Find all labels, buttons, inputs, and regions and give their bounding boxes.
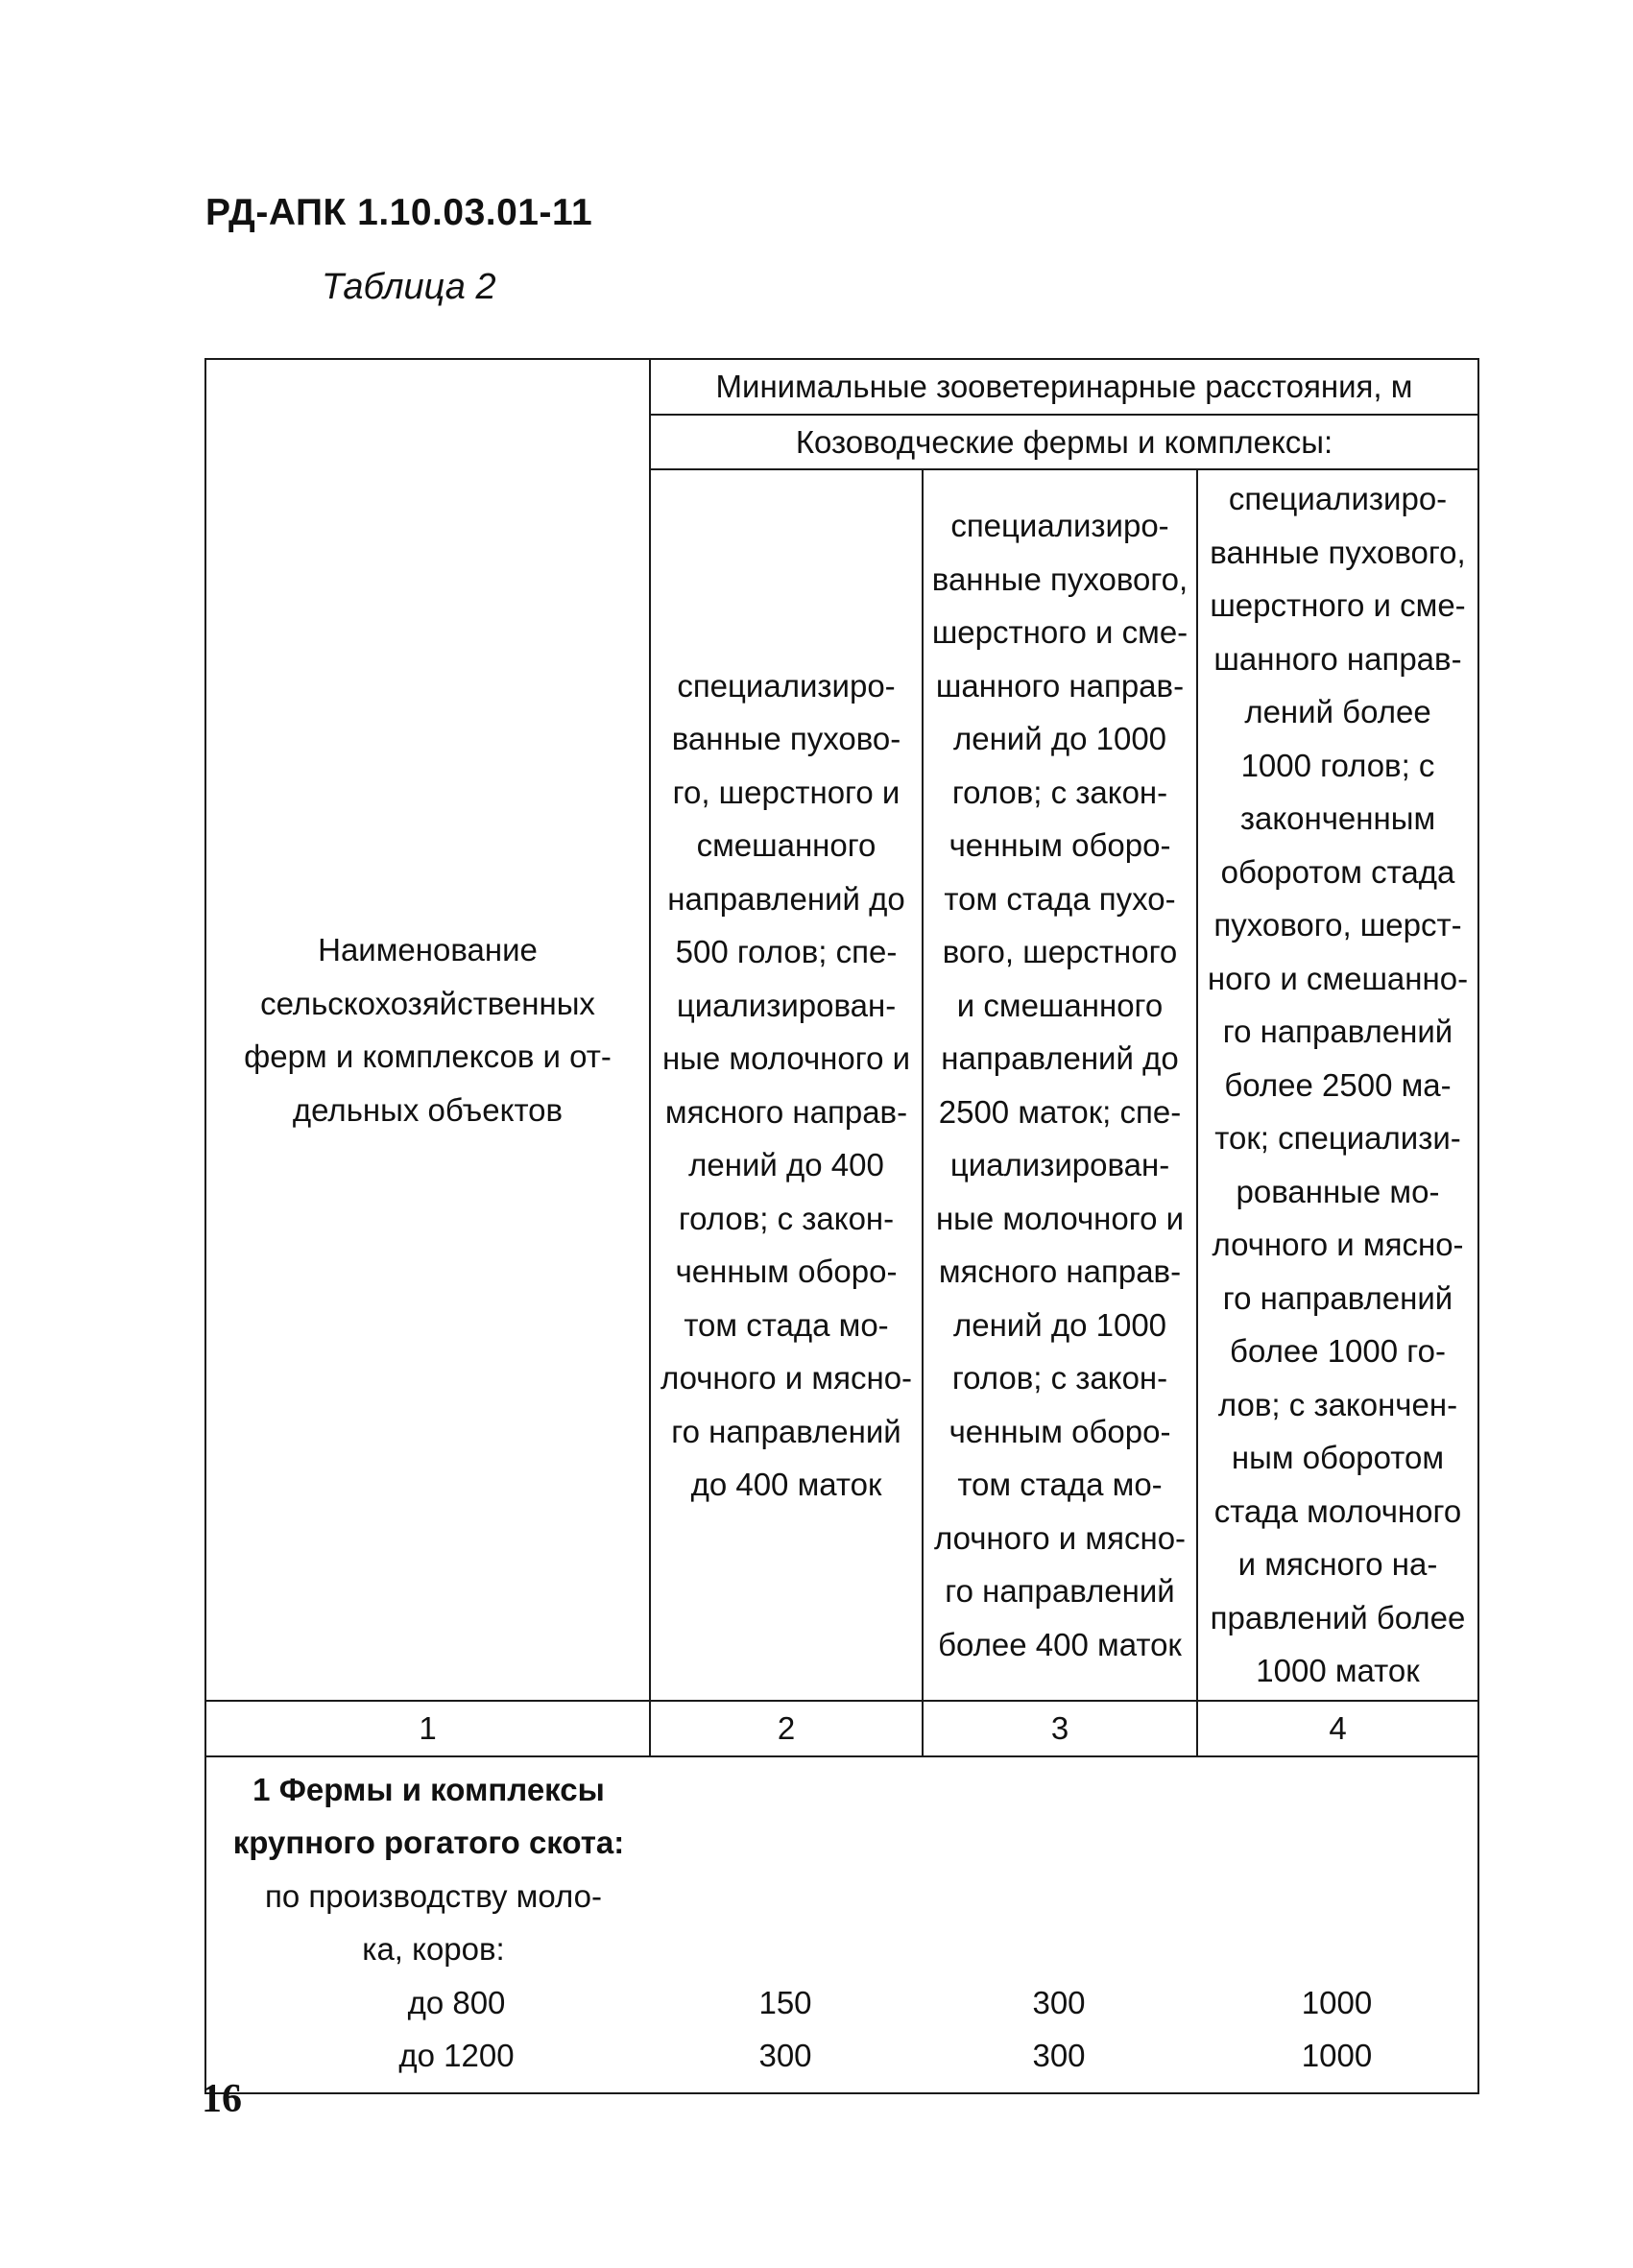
- header-col3-line: шанного направ-: [935, 667, 1185, 704]
- header-col3-line: вого, шерстного: [942, 934, 1178, 969]
- header-col2-line: го, шерстного и: [672, 774, 901, 810]
- header-col2-line: циализирован-: [676, 987, 897, 1023]
- header-col4-line: го направлений: [1222, 1279, 1453, 1316]
- header-col3-line: 2500 маток; спе-: [938, 1093, 1182, 1130]
- header-col2-line: мясного направ-: [664, 1093, 908, 1130]
- header-col2-line: до 400 маток: [690, 1467, 882, 1502]
- header-col4-line: более 2500 ма-: [1224, 1066, 1452, 1103]
- header-col4-line: и мясного на-: [1237, 1546, 1438, 1583]
- header-col3-line: направлений до: [941, 1040, 1179, 1076]
- header-col2-line: том стада мо-: [684, 1306, 889, 1343]
- header-col3-line: лений до 1000: [952, 1306, 1167, 1343]
- header-col3-line: более 400 маток: [938, 1626, 1182, 1662]
- header-col2-line: направлений до: [667, 880, 905, 917]
- table-body: [205, 1756, 1478, 2093]
- header-col2-line: ные молочного и: [661, 1040, 911, 1076]
- header-col2-line: го направлений: [671, 1413, 901, 1449]
- header-col2-line: смешанного: [696, 827, 877, 863]
- header-col3-line: голов; с закон-: [951, 774, 1168, 810]
- header-col4-line: го направлений: [1222, 1014, 1453, 1050]
- header-col3-line: го направлений: [945, 1573, 1175, 1609]
- header-col2-line: ченным оборо-: [675, 1253, 898, 1289]
- header-col3-line: ченным оборо-: [949, 827, 1171, 863]
- header-col4-line: лочного и мясно-: [1212, 1227, 1464, 1263]
- row-value-col2: 300: [758, 2038, 812, 2073]
- header-col3-line: и смешанного: [956, 987, 1164, 1023]
- header-col2-line: голов; с закон-: [678, 1200, 895, 1236]
- header-col4-line: более 1000 го-: [1230, 1333, 1446, 1370]
- header-col4-line: ного и смешанно-: [1207, 960, 1469, 996]
- header-col3-line: шерстного и сме-: [931, 614, 1189, 650]
- header-col1-line: сельскохозяйственных: [260, 985, 595, 1021]
- row-value-col4: 1000: [1301, 1984, 1373, 2020]
- table-label: Таблица 2: [322, 267, 496, 307]
- section-subtitle: ка, коров:: [362, 1931, 505, 1967]
- header-col3-line: мясного направ-: [938, 1253, 1182, 1289]
- header-col4-line: оборотом стада: [1220, 853, 1455, 890]
- sub-group-title: Козоводческие фермы и комплексы:: [650, 415, 1478, 470]
- group-title: Минимальные зооветеринарные расстояния, м: [650, 359, 1478, 415]
- header-col3-line: голов; с закон-: [951, 1360, 1168, 1396]
- section-subtitle: по производству моло-: [265, 1877, 602, 1914]
- column-number-4: 4: [1197, 1701, 1478, 1756]
- row-value-col3: 300: [1032, 1984, 1086, 2020]
- header-col4-line: рованные мо-: [1236, 1173, 1440, 1209]
- header-col1-line: Наименование: [318, 932, 538, 967]
- table-row: [206, 2029, 1477, 2083]
- header-col1: [205, 359, 650, 1701]
- row-value-col4: 1000: [1301, 2038, 1373, 2073]
- header-col4-line: стада молочного: [1213, 1492, 1462, 1529]
- section-title: крупного рогатого скота:: [232, 1825, 625, 1860]
- header-col4-line: 1000 голов; с: [1240, 747, 1435, 783]
- section-title: 1 Фермы и комплексы: [252, 1771, 605, 1807]
- page-number: 16: [202, 2077, 242, 2121]
- header-col4-line: правлений более: [1210, 1599, 1466, 1635]
- header-col3-line: том стада пухо-: [944, 880, 1176, 917]
- row-name: до 800: [407, 1984, 506, 2020]
- header-col2: [650, 469, 923, 1701]
- header-col4-line: ванные пухового,: [1210, 534, 1466, 570]
- header-col2-line: лочного и мясно-: [660, 1360, 913, 1396]
- table-row: [206, 1976, 1477, 2030]
- distance-table: [204, 358, 1479, 2094]
- header-col2-line: лений до 400: [688, 1147, 884, 1182]
- column-number-2: 2: [650, 1701, 923, 1756]
- header-col4-line: 1000 маток: [1256, 1653, 1420, 1689]
- header-col2-line: ванные пухово-: [671, 721, 901, 756]
- header-col1-line: ферм и комплексов и от-: [244, 1039, 612, 1074]
- header-col4-line: шанного направ-: [1213, 640, 1462, 677]
- header-col4-line: специализиро-: [1228, 481, 1448, 517]
- document-code: РД-АПК 1.10.03.01-11: [205, 192, 593, 233]
- row-name: до 1200: [398, 2038, 515, 2073]
- header-col4-line: пухового, шерст-: [1213, 907, 1462, 943]
- header-col4-line: ток; специализи-: [1214, 1120, 1461, 1157]
- header-col3-line: специализиро-: [950, 508, 1169, 543]
- header-col2-line: 500 голов; спе-: [675, 934, 898, 969]
- header-col3-line: лений до 1000: [952, 721, 1167, 756]
- header-col3-line: лочного и мясно-: [933, 1519, 1187, 1556]
- header-col3-line: том стада мо-: [957, 1467, 1163, 1502]
- header-col4: [1197, 469, 1478, 1701]
- column-number-3: 3: [923, 1701, 1197, 1756]
- header-col4-line: шерстного и сме-: [1210, 587, 1466, 624]
- header-col4-line: лов; с закончен-: [1217, 1386, 1458, 1422]
- header-col3-line: циализирован-: [949, 1147, 1170, 1182]
- row-value-col2: 150: [758, 1984, 812, 2020]
- header-col4-line: лений более: [1244, 694, 1431, 730]
- header-col4-line: ным оборотом: [1231, 1440, 1445, 1476]
- row-value-col3: 300: [1032, 2038, 1086, 2073]
- header-col4-line: законченным: [1239, 800, 1436, 837]
- header-col1-line: дельных объектов: [292, 1091, 564, 1128]
- header-col2-line: специализиро-: [677, 667, 896, 704]
- header-col3: [923, 469, 1197, 1701]
- header-col3-line: ные молочного и: [935, 1200, 1185, 1236]
- column-number-1: 1: [205, 1701, 650, 1756]
- header-col3-line: ченным оборо-: [949, 1413, 1171, 1449]
- header-col3-line: ванные пухового,: [931, 561, 1189, 597]
